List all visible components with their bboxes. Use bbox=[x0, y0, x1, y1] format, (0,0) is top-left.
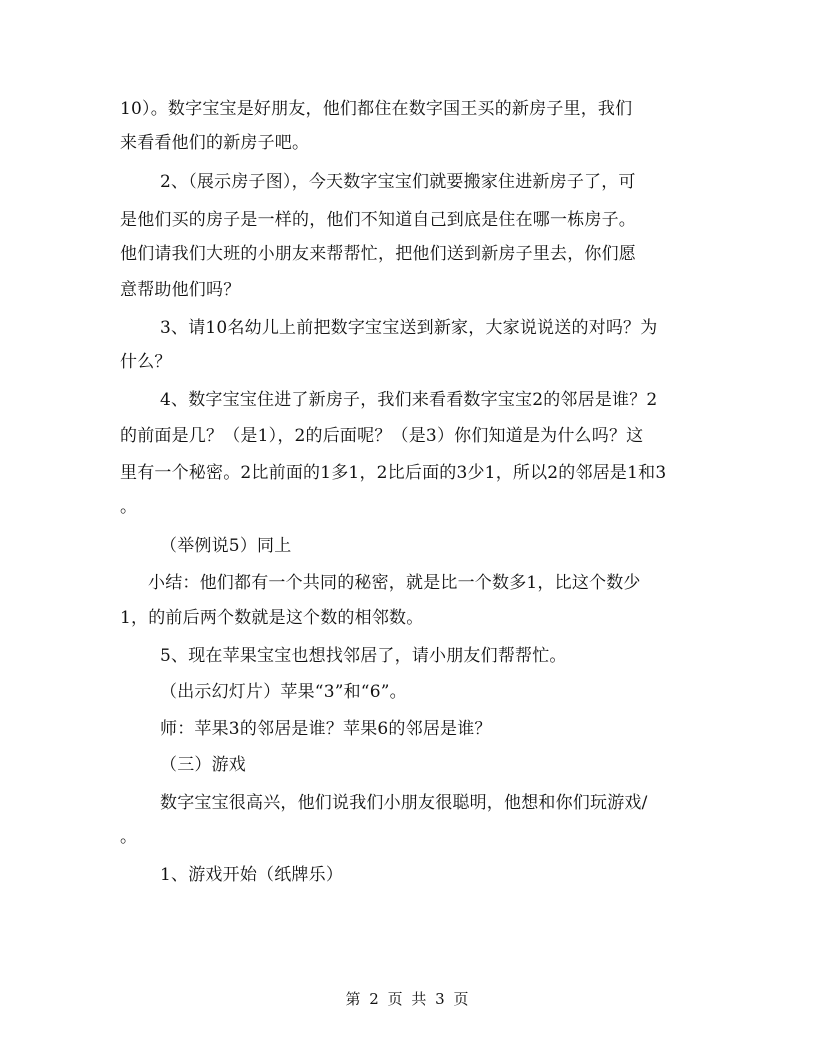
text-line: 4、数字宝宝住进了新房子，我们来看看数字宝宝2的邻居是谁？2 bbox=[160, 390, 658, 410]
text-line: 2、（展示房子图），今天数字宝宝们就要搬家住进新房子了，可 bbox=[160, 172, 636, 192]
text-line: （举例说5）同上 bbox=[160, 536, 292, 556]
text-line: 是他们买的房子是一样的，他们不知道自己到底是住在哪一栋房子。 bbox=[120, 210, 636, 230]
text-line: 来看看他们的新房子吧。 bbox=[120, 133, 310, 153]
text-line: 意帮助他们吗？ bbox=[120, 280, 241, 300]
text-line: 的前面是几？（是1），2的后面呢？（是3）你们知道是为什么吗？这 bbox=[120, 426, 644, 446]
text-line: 。 bbox=[120, 827, 138, 847]
text-line: 3、请10名幼儿上前把数字宝宝送到新家，大家说说送的对吗？为 bbox=[160, 318, 658, 338]
text-line: 什么？ bbox=[120, 352, 172, 372]
text-line: 数字宝宝很高兴，他们说我们小朋友很聪明，他想和你们玩游戏/ bbox=[160, 793, 648, 813]
text-line: 里有一个秘密。2比前面的1多1，2比后面的3少1，所以2的邻居是1和3 bbox=[120, 463, 667, 483]
text-line: 师：苹果3的邻居是谁？苹果6的邻居是谁？ bbox=[160, 719, 492, 739]
text-line: 1、游戏开始（纸牌乐） bbox=[160, 865, 344, 885]
text-line: 5、现在苹果宝宝也想找邻居了，请小朋友们帮帮忙。 bbox=[160, 646, 567, 666]
text-line: 他们请我们大班的小朋友来帮帮忙，把他们送到新房子里去，你们愿 bbox=[120, 244, 636, 264]
text-line: 1，的前后两个数就是这个数的相邻数。 bbox=[120, 608, 424, 628]
text-line: 10）。数字宝宝是好朋友，他们都住在数字国王买的新房子里，我们 bbox=[120, 99, 633, 119]
text-line: （出示幻灯片）苹果“3”和“6”。 bbox=[160, 682, 407, 702]
text-line: （三）游戏 bbox=[160, 755, 246, 775]
text-line: 。 bbox=[120, 497, 138, 517]
text-line: 小结：他们都有一个共同的秘密，就是比一个数多1，比这个数少 bbox=[148, 573, 641, 593]
page-number-footer: 第 2 页 共 3 页 bbox=[345, 990, 471, 1008]
